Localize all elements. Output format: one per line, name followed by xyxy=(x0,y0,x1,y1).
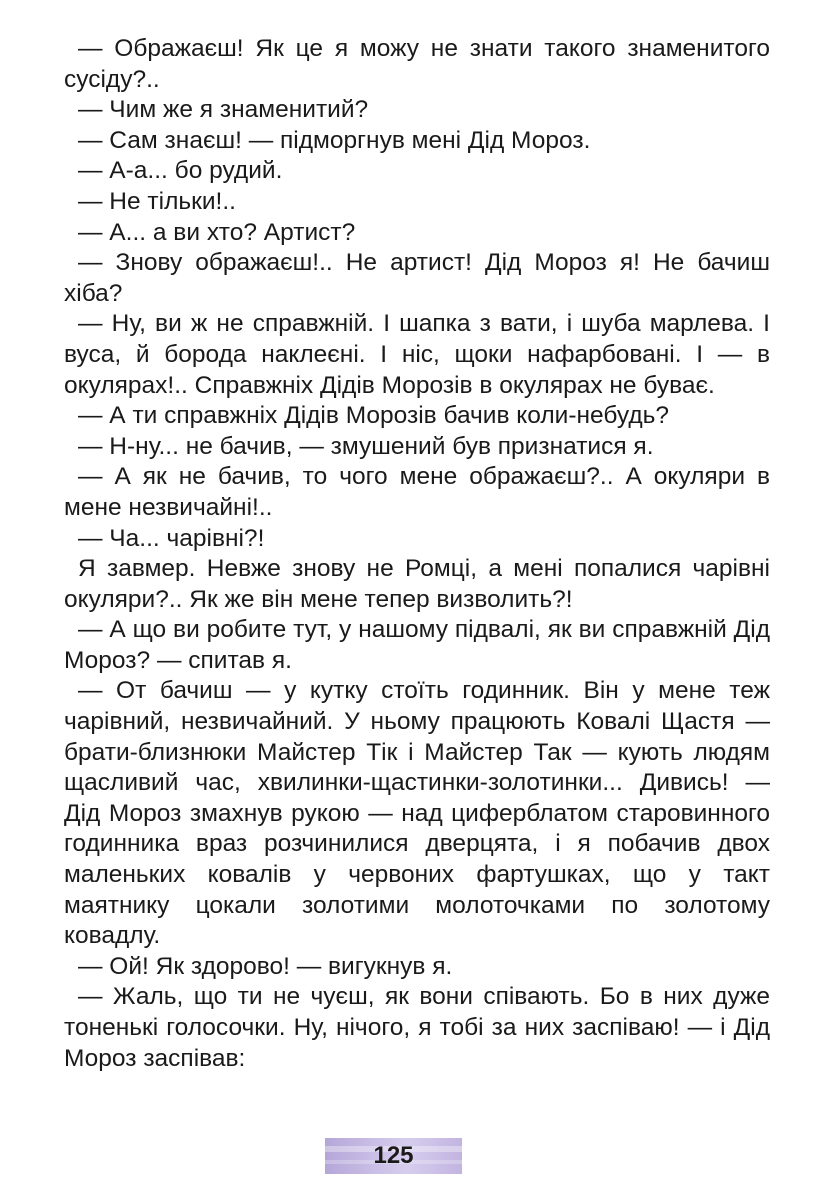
paragraph: — А що ви робите тут, у нашому підвалі, як ви справжній Дід Мороз? — спитав я. xyxy=(64,616,770,674)
body-text xyxy=(64,34,770,1074)
paragraph: — Чим же я знаменитий? xyxy=(78,96,369,124)
paragraph: — А як не бачив, то чого мене ображаєш?.. А окуляри в мене незвичайні!.. xyxy=(64,463,770,521)
paragraph: — Сам знаєш! — підморгнув мені Дід Мороз. xyxy=(78,126,591,154)
paragraph: — А-а... бо рудий. xyxy=(78,157,283,185)
paragraph: — Ой! Як здорово! — вигукнув я. xyxy=(78,952,453,980)
paragraph: — Знову ображаєш!.. Не артист! Дід Мороз я! Не бачиш хіба? xyxy=(64,249,770,307)
paragraph: — Н-ну... не бачив, — змушений був признатися я. xyxy=(78,432,654,460)
paragraph: Я завмер. Невже знову не Ромці, а мені попалися чарівні окуляри?.. Як же він мене тепер визволить?! xyxy=(64,555,770,613)
paragraph: — Ображаєш! Як це я можу не знати такого знаменитого сусіду?.. xyxy=(64,35,770,93)
paragraph: — От бачиш — у кутку стоїть годинник. Він у мене теж чарівний, незвичайний. У ньому працюють Ковалі Щастя — брати-близнюки Майстер Тік і Майстер Так — кують людям щасливий час, хвилинки-щастинки-золотинки... Дивись! — Дід Мороз змахнув рукою — над циферблатом старовинного годинника враз розчинилися дверцята, і я побачив двох маленьких ковалів у червоних фартушках, що у такт маятнику цокали золотими молоточками по золотому ковадлу. xyxy=(64,677,770,950)
paragraph: — Не тільки!.. xyxy=(78,187,236,215)
paragraph: — Ча... чарівні?! xyxy=(78,524,265,552)
paragraph: — А... а ви хто? Артист? xyxy=(78,218,356,246)
paragraph: — Ну, ви ж не справжній. І шапка з вати, і шуба марлева. І вуса, й борода наклеєні. І ніс, щоки нафарбовані. І — в окулярах!.. Справжніх Дідів Морозів в окулярах не буває. xyxy=(64,310,770,399)
paragraph: — Жаль, що ти не чуєш, як вони співають. Бо в них дуже тоненькі голосочки. Ну, нічого, я тобі за них заспіваю! — і Дід Мороз заспівав: xyxy=(64,983,770,1072)
page-number: 125 xyxy=(373,1142,414,1169)
paragraph: — А ти справжніх Дідів Морозів бачив коли-небудь? xyxy=(78,402,670,430)
